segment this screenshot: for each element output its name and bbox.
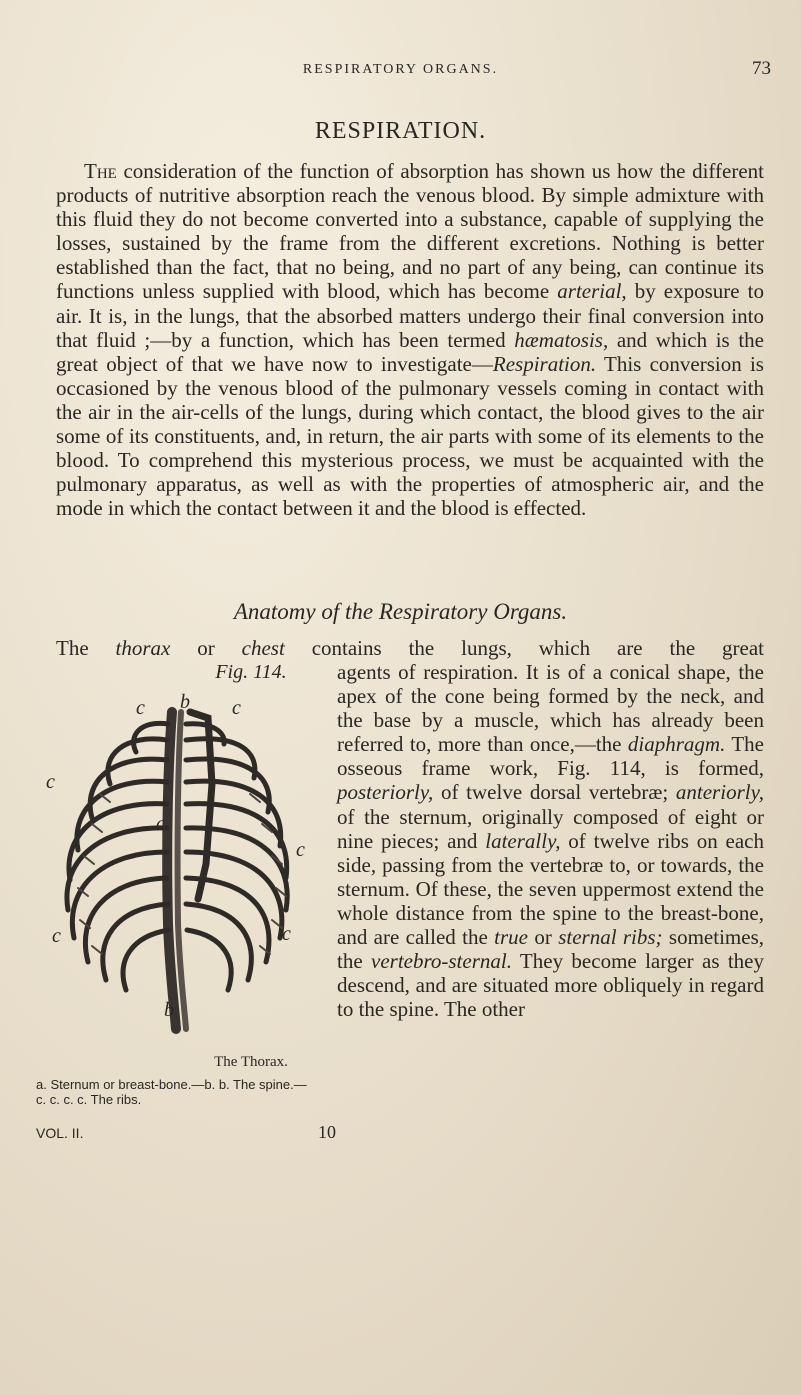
emphasis-diaphragm: diaphragm. <box>627 732 726 757</box>
label-c-mid-left: c <box>46 771 55 793</box>
text-run: They become larger as they descend, and are situated more obliquely in regard to the spine. The other <box>337 949 764 1022</box>
text-run: of the sternum, originally composed of eight or nine pieces; and <box>337 804 764 853</box>
label-b-top: b <box>180 691 190 713</box>
label-c-top-right: c <box>232 697 241 719</box>
text-run: by exposure to air. It is, in the lungs, that the absorbed matters undergo their final conversion into that fluid ;—by a function, which has been termed <box>56 279 764 352</box>
rib-left-10 <box>123 930 169 990</box>
text-run: or <box>527 925 559 950</box>
text-run: sometimes, the <box>337 925 764 974</box>
legend-line-2: c. c. c. c. The ribs. <box>36 1092 142 1107</box>
label-c-top-left: c <box>136 697 145 719</box>
text-run: The osseous frame work, Fig. 114, is formed, <box>337 732 764 781</box>
text-run: This conversion is occasioned by the venous blood of the pulmonary vessels coming in contact with the air in the air-cells of the lungs, during which contact, the blood gives to the air some of its constituents, and, in return, the air parts with some of its elements to the blood. To comprehend this mysterious process, we must be acquainted with the pulmonary apparatus, as well as with the properties of atmospheric air, and the mode in which the contact between it and the blood is effected. <box>56 351 764 521</box>
thorax-figure <box>40 684 320 1044</box>
label-c-low-right: c <box>282 923 291 945</box>
text-run: agents of respiration. It is of a conical shape, the apex of the cone being formed by the neck, and the base by a muscle, which has already been referred to, more than once,—the <box>337 660 764 757</box>
label-b-bottom: b <box>164 999 174 1021</box>
emphasis-vertebro-sternal: vertebro-sternal. <box>371 949 512 974</box>
emphasis-laterally: laterally, <box>485 828 561 853</box>
emphasis-respiration: Respiration. <box>492 351 597 376</box>
text-run: The <box>56 636 116 660</box>
emphasis-sternal-ribs: sternal ribs; <box>558 925 663 950</box>
subheading-anatomy: Anatomy of the Respiratory Organs. <box>233 599 568 624</box>
page-number: 73 <box>752 58 771 79</box>
rib-right-10 <box>187 930 231 990</box>
rib-left-3 <box>90 759 167 818</box>
text-run: consideration of the function of absorption has shown us how the different products of nutritive absorption reach the venous blood. By simple admixture with this fluid they do not become converted into a substance, capable of supplying the losses, sustained by the frame from the different excretions. Nothing is better established than the fact, that no being, and no part of any being, can continue its functions unless supplied with blood, which has become <box>56 159 764 304</box>
label-c-center: c <box>156 813 165 835</box>
emphasis-anteriorly: anteriorly, <box>675 780 764 805</box>
paragraph-thorax-lead <box>56 636 764 661</box>
volume-mark: VOL. II. <box>36 1125 84 1141</box>
label-c-low-left: c <box>52 925 61 947</box>
rib-right-5 <box>186 804 287 878</box>
emphasis-haematosis: hæmatosis, <box>514 327 609 352</box>
legend-line-1: a. Sternum or breast-bone.—b. b. The spine.— <box>36 1077 307 1092</box>
small-caps-lead: The <box>84 159 117 183</box>
section-title: RESPIRATION. <box>314 118 487 144</box>
paragraph-respiration <box>56 159 764 520</box>
emphasis-chest: chest <box>241 636 285 660</box>
text-run: and which is the great object of that we have now to investigate— <box>56 327 764 376</box>
paragraph-thorax-column <box>337 660 764 1021</box>
figure-label: Fig. 114. <box>215 661 287 683</box>
signature-mark: 10 <box>318 1122 336 1142</box>
text-run: contains the lungs, which are the great <box>284 636 765 660</box>
figure-caption: The Thorax. <box>214 1054 288 1070</box>
emphasis-true: true <box>494 925 528 950</box>
running-title: RESPIRATORY ORGANS. <box>302 62 499 77</box>
rib-left-6 <box>67 828 167 910</box>
emphasis-posteriorly: posteriorly, <box>337 780 434 805</box>
thorax-illustration <box>40 684 320 1044</box>
running-head <box>0 60 801 84</box>
emphasis-arterial: arterial, <box>557 279 627 304</box>
text-run: of twelve dorsal vertebræ; <box>433 780 676 805</box>
label-c-mid-right: c <box>296 839 305 861</box>
figure-legend <box>36 1077 326 1107</box>
text-run: of twelve ribs on each side, passing from the vertebræ to, or towards, the sternum. Of these, the seven uppermost extend the whole distance from the spine to the breast-bone, and are called the <box>337 828 764 950</box>
text-run: or <box>170 636 242 660</box>
emphasis-thorax: thorax <box>115 636 171 660</box>
